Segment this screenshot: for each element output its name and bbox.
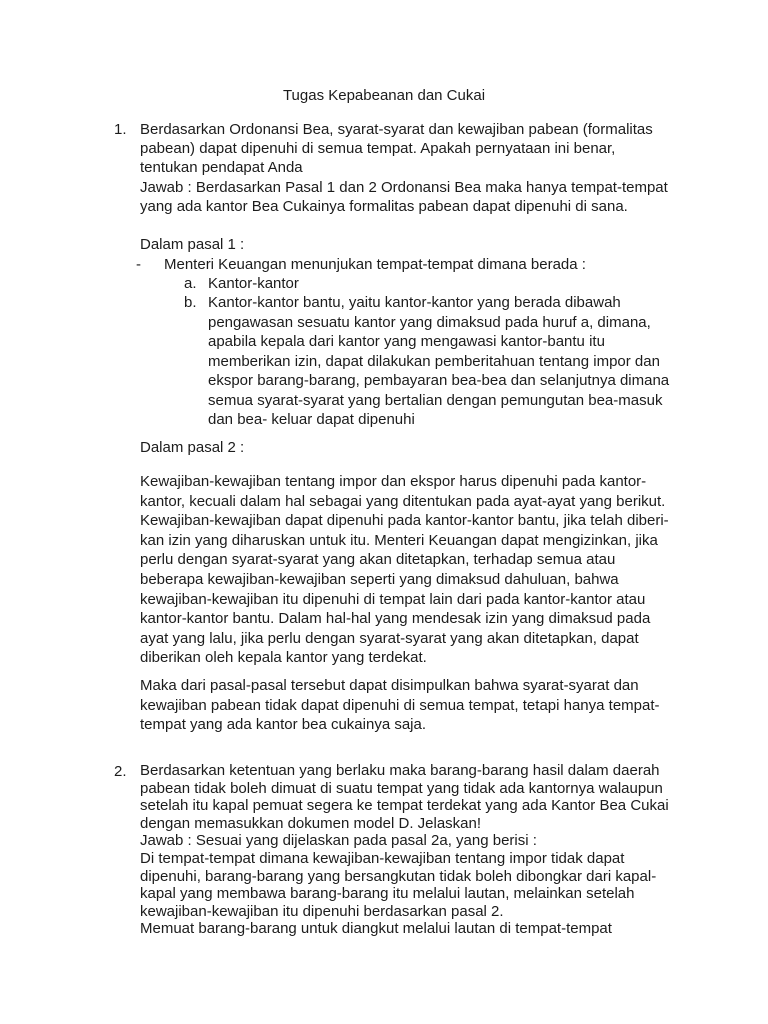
item-2-question-block (140, 762, 674, 832)
sub-item-text: Kantor-kantor bantu, yaitu kantor-kantor yang berada dibawah pengawasan sesuatu kantor yang dimaksud pada huruf a, dimana, apabila kepala dari kantor yang mengawasi kantor-bantu itu memberikan izin, dapat dilakukan pemberitahuan tentang impor dan ekspor barang-barang, pembayaran bea-bea dan selanjutnya dimana semua syarat-syarat yang bertalian dengan pemungutan bea-masuk dan bea- keluar dapat dipenuhi (208, 294, 670, 428)
item-number: 1. (114, 121, 127, 138)
item-1-pasal1-block (140, 235, 674, 254)
item-2-answer-block (140, 832, 674, 850)
item-number: 2. (114, 763, 127, 780)
item-1-question: Berdasarkan Ordonansi Bea, syarat-syarat dan kewajiban pabean (formalitas pabean) dapat dipenuhi di semua tempat. Apakah pernyataan ini benar, tentukan pendapat Anda (140, 121, 653, 176)
item-2-detail: Di tempat-tempat dimana kewajiban-kewajiban tentang impor tidak dapat dipenuhi, barang-barang yang bersangkutan tidak boleh dibongkar dari kapal-kapal yang membawa barang-barang itu melalui lautan, melainkan setelah kewajiban-kewajiban itu dipenuhi berdasarkan pasal 2. (140, 850, 657, 920)
pasal-1-heading: Dalam pasal 1 : (140, 236, 245, 253)
pasal-2-text: Kewajiban-kewajiban tentang impor dan ekspor harus dipenuhi pada kantor-kantor, kecuali dalam hal sebagai yang ditentukan pada ayat-ayat yang berikut. Kewajiban-kewajiban dapat dipenuhi pada kantor-kantor bantu, jika telah diberi- kan izin yang diharuskan untuk itu. Menteri Keuangan dapat mengizinkan, jika perlu dengan syarat-syarat yang akan ditetapkan, terhadap semua atau beberapa kewajiban-kewajiban seperti yang dimaksud dahuluan, bahwa kewajiban-kewajiban itu dipenuhi di tempat lain dari pada kantor-kantor atau kantor-kantor bantu. Dalam hal-hal yang mendesak izin yang dimaksud pada ayat yang lalu, jika perlu dengan syarat-syarat yang akan ditetapkan, dapat diberikan oleh kepala kantor yang terdekat. (140, 473, 669, 667)
document-title: Tugas Kepabeanan dan Cukai (282, 87, 486, 104)
dash-item-text: Menteri Keuangan menunjukan tempat-tempat dimana berada : (164, 256, 586, 273)
pasal-2-heading: Dalam pasal 2 : (140, 439, 245, 456)
item-2-continuation-block (140, 920, 674, 938)
item-2-question: Berdasarkan ketentuan yang berlaku maka barang-barang hasil dalam daerah pabean tidak boleh dimuat di suatu tempat yang tidak ada kantornya walaupun setelah itu kapal pemuat segera ke tempat terdekat yang ada Kantor Bea Cukai dengan memasukkan dokumen model D. Jelaskan! (140, 762, 669, 832)
list-item-2 (114, 762, 674, 962)
item-1-pasal2-heading-block (140, 438, 674, 457)
item-1-question-block (140, 120, 674, 177)
item-1-pasal2-block (140, 472, 674, 668)
item-1-answer: Jawab : Berdasarkan Pasal 1 dan 2 Ordonansi Bea maka hanya tempat-tempat yang ada kantor Bea Cukainya formalitas pabean dapat dipenuhi di sana. (140, 179, 668, 215)
item-1-answer-block (140, 178, 674, 216)
item-1-conclusion: Maka dari pasal-pasal tersebut dapat disimpulkan bahwa syarat-syarat dan kewajiban pabean tidak dapat dipenuhi di semua tempat, tetapi hanya tempat-tempat yang ada kantor bea cukainya saja. (140, 677, 660, 734)
sub-item-label: b. (184, 294, 197, 311)
item-2-continuation: Memuat barang-barang untuk diangkut melalui lautan di tempat-tempat (140, 920, 612, 937)
item-2-detail-block (140, 850, 674, 920)
list-item-1 (114, 120, 674, 740)
sub-item-label: a. (184, 275, 197, 292)
sub-item-text: Kantor-kantor (208, 275, 299, 292)
item-2-answer: Jawab : Sesuai yang dijelaskan pada pasal 2a, yang berisi : (140, 832, 537, 849)
dash-bullet: - (136, 256, 141, 273)
item-1-conclusion-block (140, 676, 674, 735)
